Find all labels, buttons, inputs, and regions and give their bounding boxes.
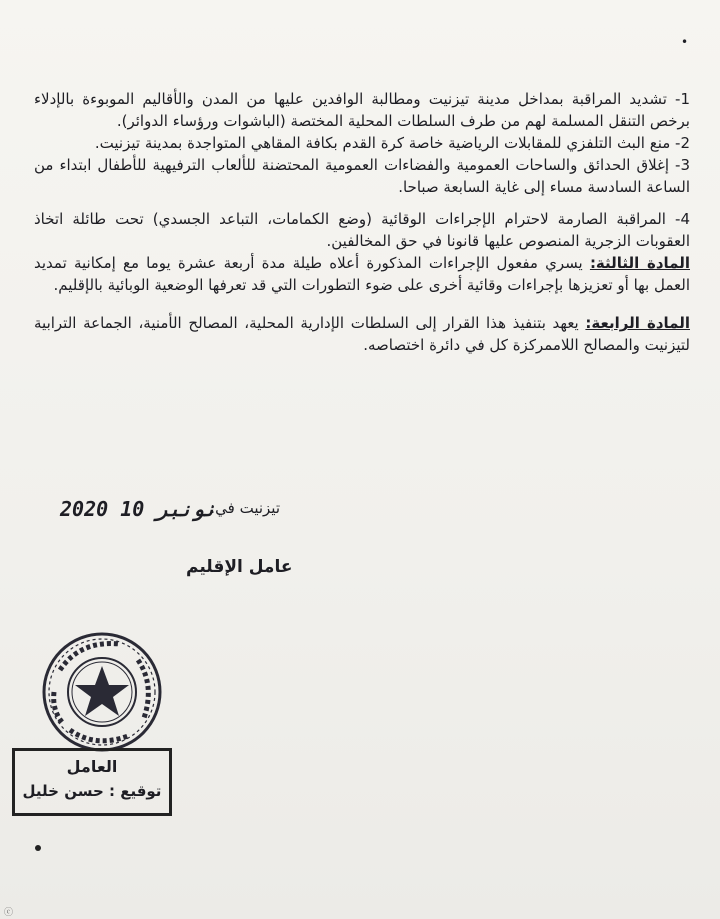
governor-title: عامل الإقليم: [186, 557, 293, 577]
signature-title: العامل: [66, 757, 118, 776]
article-4: [34, 312, 690, 356]
date-line: [60, 497, 360, 527]
signature-box: [12, 748, 172, 816]
signature-name: توقيع : حسن خليل: [22, 782, 162, 800]
measure-1: 1- تشديد المراقبة بمداخل مدينة تيزنيت ومطالبة الوافدين عليها من المدن والأقاليم الموبوءة بالإدلاء برخص التنقل المسلمة لهم من طرف السلطات المحلية المختصة (الباشوات ورؤساء الدوائر).: [34, 90, 690, 130]
article-3-text: يسري مفعول الإجراءات المذكورة أعلاه طيلة مدة أربعة عشرة يوما مع إمكانية تمديد العمل بها أو تعزيزها بإجراءات وقائية أخرى على ضوء التطورات التي قد تعرفها الوضعية الوبائية بالإقليم.: [34, 254, 690, 294]
stray-dot: [35, 845, 41, 851]
handwritten-date: 2020 نونبر 10: [60, 497, 217, 521]
article-4-label: المادة الرابعة:: [585, 314, 690, 332]
measure-2: 2- منع البث التلفزي للمقابلات الرياضية خاصة كرة القدم بكافة المقاهي المتواجدة بمدينة تيزنيت.: [94, 134, 690, 152]
article-4-text: يعهد بتنفيذ هذا القرار إلى السلطات الإدارية المحلية، المصالح الأمنية، الجماعة الترابية لتيزنيت والمصالح اللاممركزة كل في دائرة اختصاصه.: [34, 314, 690, 354]
date-label: تيزنيت في:: [210, 499, 280, 517]
cc-icon: ⓒ: [4, 908, 14, 918]
spacer: [34, 296, 690, 312]
corner-mark: •: [681, 35, 689, 49]
article-3-label: المادة الثالثة:: [589, 254, 690, 272]
article-3: [34, 252, 690, 296]
official-seal-stamp: [40, 630, 165, 755]
measure-4: 4- المراقبة الصارمة لاحترام الإجراءات الوقائية (وضع الكمامات، التباعد الجسدي) تحت طائلة اتخاذ العقوبات الزجرية المنصوص عليها قانونا في حق المخالفين.: [34, 210, 690, 250]
seal-icon: [40, 630, 165, 755]
spacer: [34, 198, 690, 208]
decree-body: [34, 88, 690, 356]
measure-3: 3- إغلاق الحدائق والساحات العمومية والفضاءات العمومية المحتضنة للألعاب الترفيهية للأطفال ابتداء من الساعة السادسة مساء إلى غاية السابعة صباحا.: [34, 156, 690, 196]
